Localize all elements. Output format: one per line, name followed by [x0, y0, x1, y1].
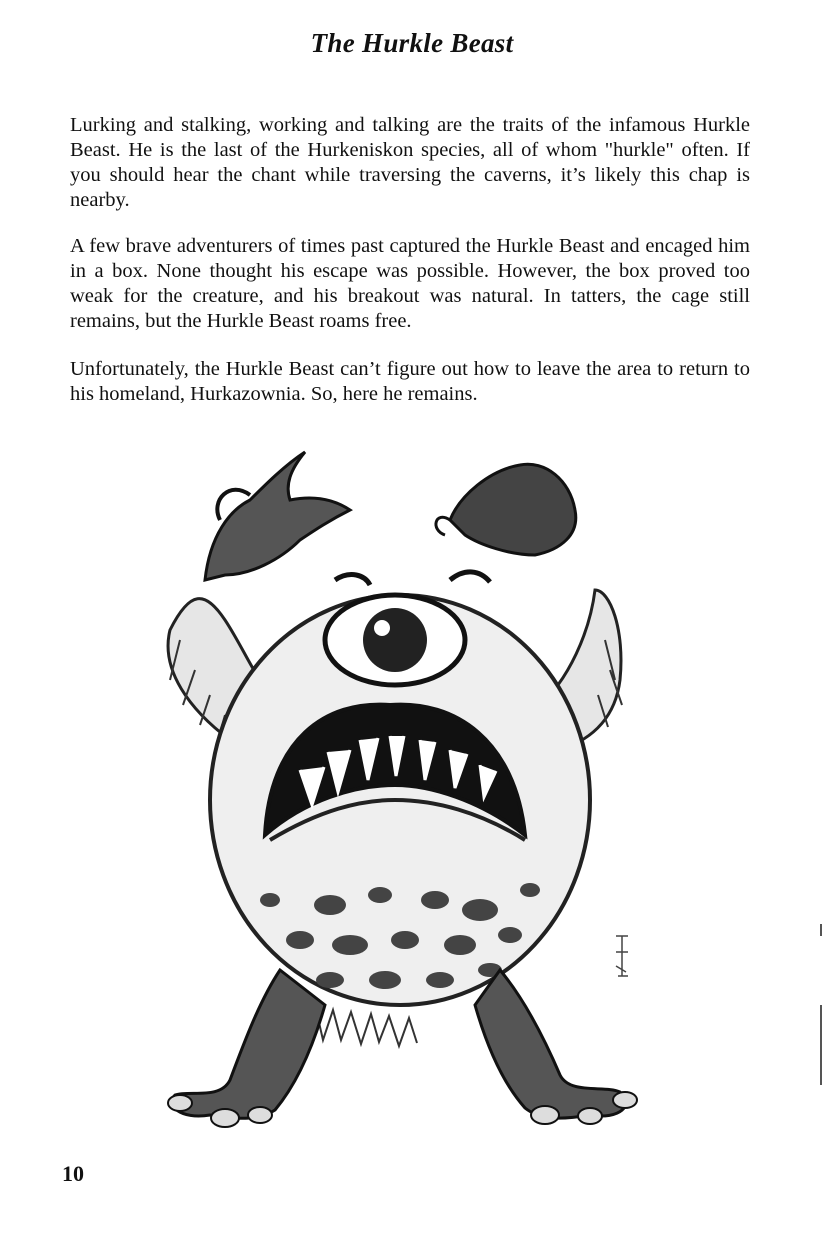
- paragraph-intro: Lurking and stalking, working and talking are the traits of the infamous Hurkle Beast. He is the last of the Hurkeniskon species, all of whom "hurkle" often. If you should hear the chant while traversing the caverns, it’s likely this chap is nearby.: [70, 114, 750, 211]
- paragraph-capture: A few brave adventurers of times past captured the Hurkle Beast and encaged him in a box. None thought his escape was possible. However, the box proved too weak for the creature, and his breakout was natural. In tatters, the cage still remains, but the Hurkle Beast roams free.: [70, 235, 750, 332]
- scan-edge-mark: [820, 1005, 822, 1085]
- hurkle-beast-illustration: [150, 440, 670, 1140]
- artist-signature-icon: [612, 932, 632, 980]
- paragraph-homeland: Unfortunately, the Hurkle Beast can’t figure out how to leave the area to return to his homeland, Hurkazownia. So, here he remains.: [70, 358, 750, 405]
- scan-edge-mark: [820, 924, 822, 936]
- page-number: 10: [62, 1161, 84, 1186]
- page-title: The Hurkle Beast: [310, 28, 514, 58]
